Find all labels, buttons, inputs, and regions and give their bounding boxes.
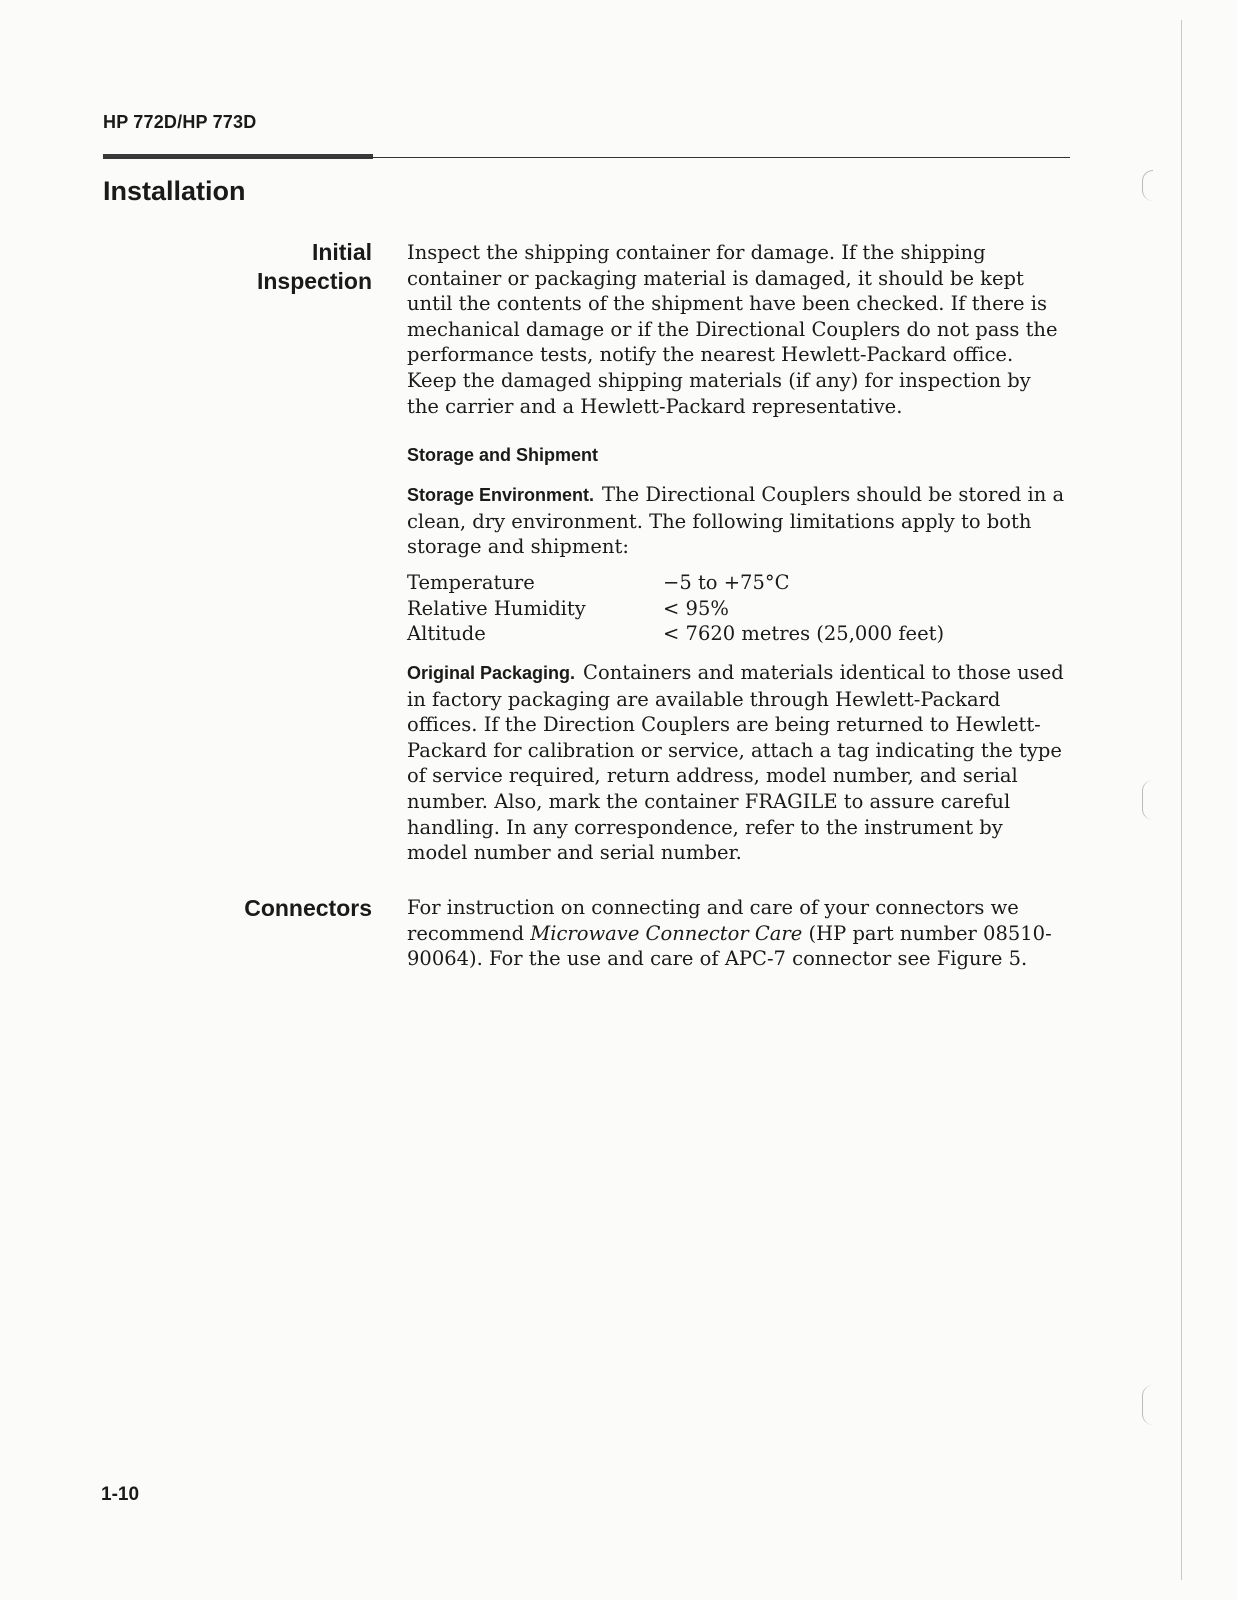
- storage-environment-paragraph: [407, 482, 1067, 560]
- limit-value: < 7620 metres (25,000 feet): [663, 622, 945, 646]
- connectors-text-before: For instruction on connecting and care of your connectors we recommend: [407, 896, 1019, 945]
- limit-value: < 95%: [663, 596, 729, 620]
- scan-margin-mark: [1142, 1385, 1153, 1425]
- limit-name: Temperature: [407, 571, 535, 594]
- page-number: 1-10: [101, 1484, 140, 1505]
- side-heading-connectors: Connectors: [244, 895, 372, 921]
- connectors-paragraph: [407, 895, 1067, 972]
- storage-shipment-subheading: Storage and Shipment: [407, 445, 599, 465]
- storage-environment-label: Storage Environment.: [407, 485, 595, 505]
- side-heading-line-1: Initial: [311, 239, 372, 265]
- storage-limits-table: [407, 570, 944, 647]
- scan-margin-mark: [1142, 170, 1153, 201]
- document-header-model: HP 772D/HP 773D: [103, 112, 257, 132]
- limit-name: Relative Humidity: [407, 596, 586, 620]
- limit-row: [407, 596, 944, 622]
- limit-name: Altitude: [407, 622, 486, 646]
- original-packaging-text: Containers and materials identical to those used in factory packaging are available through Hewlett-Packard offices. If the Direction Couplers are being returned to Hewlett-Packard for calibration or service, attach a tag indicating the type of service required, return address, model number, and serial number. Also, mark the container FRAGILE to assure careful handling. In any correspondence, refer to the instrument by model number and serial number.: [407, 661, 1064, 865]
- side-heading-line-2: Inspection: [256, 268, 372, 294]
- limit-row: [407, 621, 944, 647]
- section-title: Installation: [103, 176, 246, 206]
- connectors-text-after: (HP part number 08510-90064). For the use and care of APC-7 connector see Figure 5.: [407, 921, 1052, 971]
- original-packaging-paragraph: [407, 660, 1067, 866]
- limit-row: [407, 570, 944, 596]
- header-rule: [103, 157, 1070, 158]
- side-heading-initial-inspection: [257, 238, 372, 296]
- original-packaging-label: Original Packaging.: [407, 663, 576, 683]
- scan-margin-line: [1181, 20, 1182, 1580]
- scan-margin-mark: [1142, 780, 1153, 820]
- initial-inspection-paragraph: Inspect the shipping container for damage. If the shipping container or packaging material is damaged, it should be kept until the contents of the shipment have been checked. If there is mechanical damage or if the Directional Couplers do not pass the performance tests, notify the nearest Hewlett-Packard office. Keep the damaged shipping materials (if any) for inspection by the carrier and a Hewlett-Packard representative.: [407, 241, 1058, 418]
- connector-care-title: Microwave Connector Care: [530, 921, 803, 945]
- storage-environment-text: The Directional Couplers should be stored in a clean, dry environment. The following limitations apply to both storage and shipment:: [407, 483, 1065, 559]
- limit-value: −5 to +75°C: [663, 571, 790, 594]
